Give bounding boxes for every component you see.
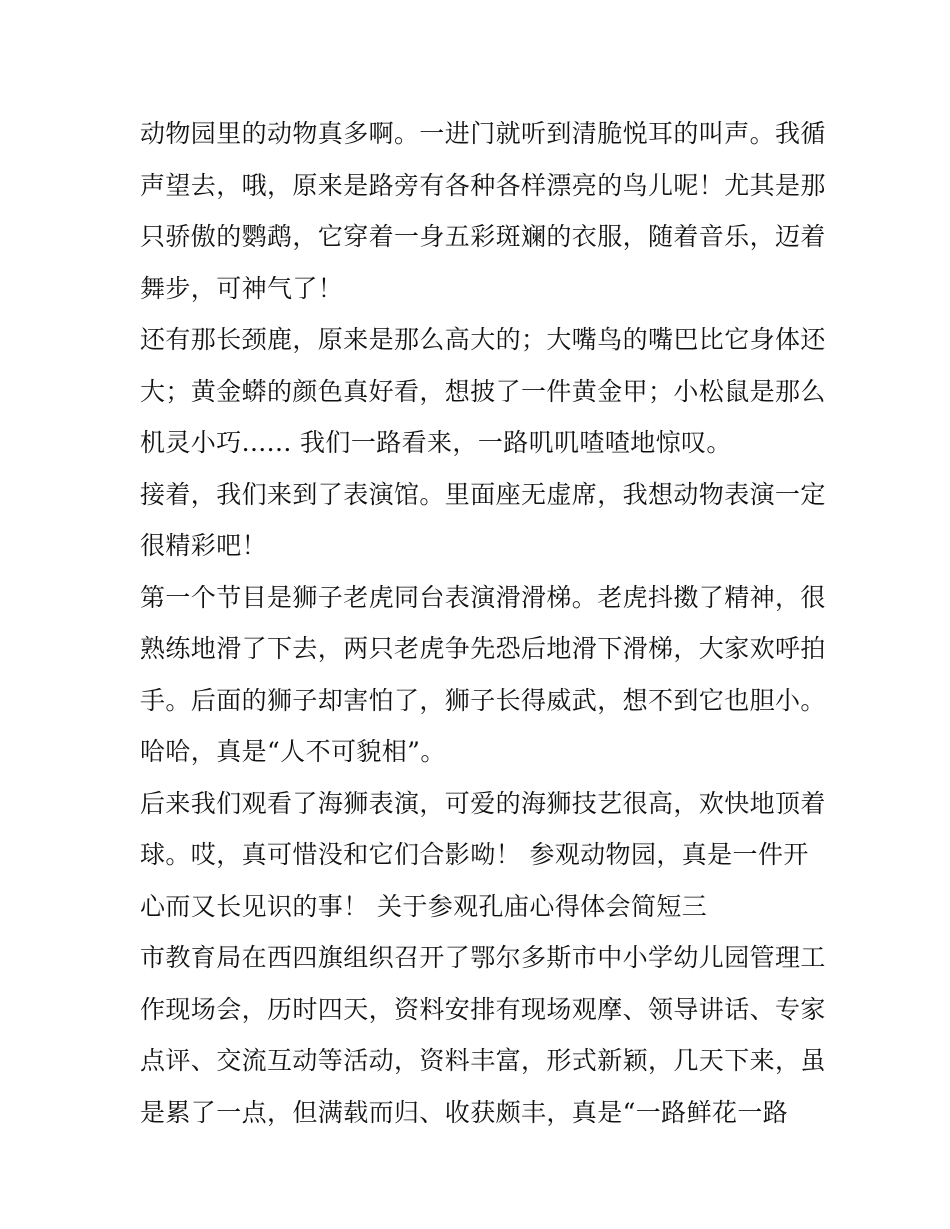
text-line: 只骄傲的鹦鹉，它穿着一身五彩斑斓的衣服，随着音乐，迈着 bbox=[140, 222, 826, 251]
text-line: 熟练地滑了下去，两只老虎争先恐后地滑下滑梯，大家欢呼拍 bbox=[140, 634, 826, 663]
text-line: 点评、交流互动等活动，资料丰富，形式新颖，几天下来，虽 bbox=[140, 1046, 826, 1075]
text-line: 动物园里的动物真多啊。一进门就听到清脆悦耳的叫声。我循 bbox=[140, 119, 826, 148]
text-line: 是累了一点，但满载而归、收获颇丰，真是“一路鲜花一路 bbox=[140, 1097, 789, 1127]
text-line: 舞步，可神气了！ bbox=[140, 273, 344, 303]
text-line: 球。哎，真可惜没和它们合影呦！ 参观动物园，真是一件开 bbox=[140, 840, 809, 869]
text-line: 声望去，哦，原来是路旁有各种各样漂亮的鸟儿呢！尤其是那 bbox=[140, 170, 826, 200]
text-line: 机灵小巧...... 我们一路看来，一路叽叽喳喳地惊叹。 bbox=[140, 428, 732, 457]
text-line: 很精彩吧！ bbox=[140, 531, 268, 560]
document-body bbox=[140, 108, 826, 1138]
text-line: 手。后面的狮子却害怕了，狮子长得威武，想不到它也胆小。 bbox=[140, 685, 826, 715]
text-line: 还有那长颈鹿，原来是那么高大的；大嘴鸟的嘴巴比它身体还 bbox=[140, 325, 826, 354]
text-line: 市教育局在西四旗组织召开了鄂尔多斯市中小学幼儿园管理工 bbox=[140, 943, 826, 972]
text-line: 心而又长见识的事！ 关于参观孔庙心得体会简短三 bbox=[140, 891, 708, 921]
text-line: 大；黄金蟒的颜色真好看，想披了一件黄金甲；小松鼠是那么 bbox=[140, 376, 826, 406]
text-line: 后来我们观看了海狮表演，可爱的海狮技艺很高，欢快地顶着 bbox=[140, 788, 826, 818]
text-line: 接着，我们来到了表演馆。里面座无虚席，我想动物表演一定 bbox=[140, 479, 826, 509]
text-line: 哈哈，真是“人不可貌相”。 bbox=[140, 737, 446, 766]
text-line: 作现场会，历时四天，资料安排有现场观摩、领导讲话、专家 bbox=[140, 994, 826, 1024]
text-line: 第一个节目是狮子老虎同台表演滑滑梯。老虎抖擞了精神，很 bbox=[140, 582, 826, 612]
